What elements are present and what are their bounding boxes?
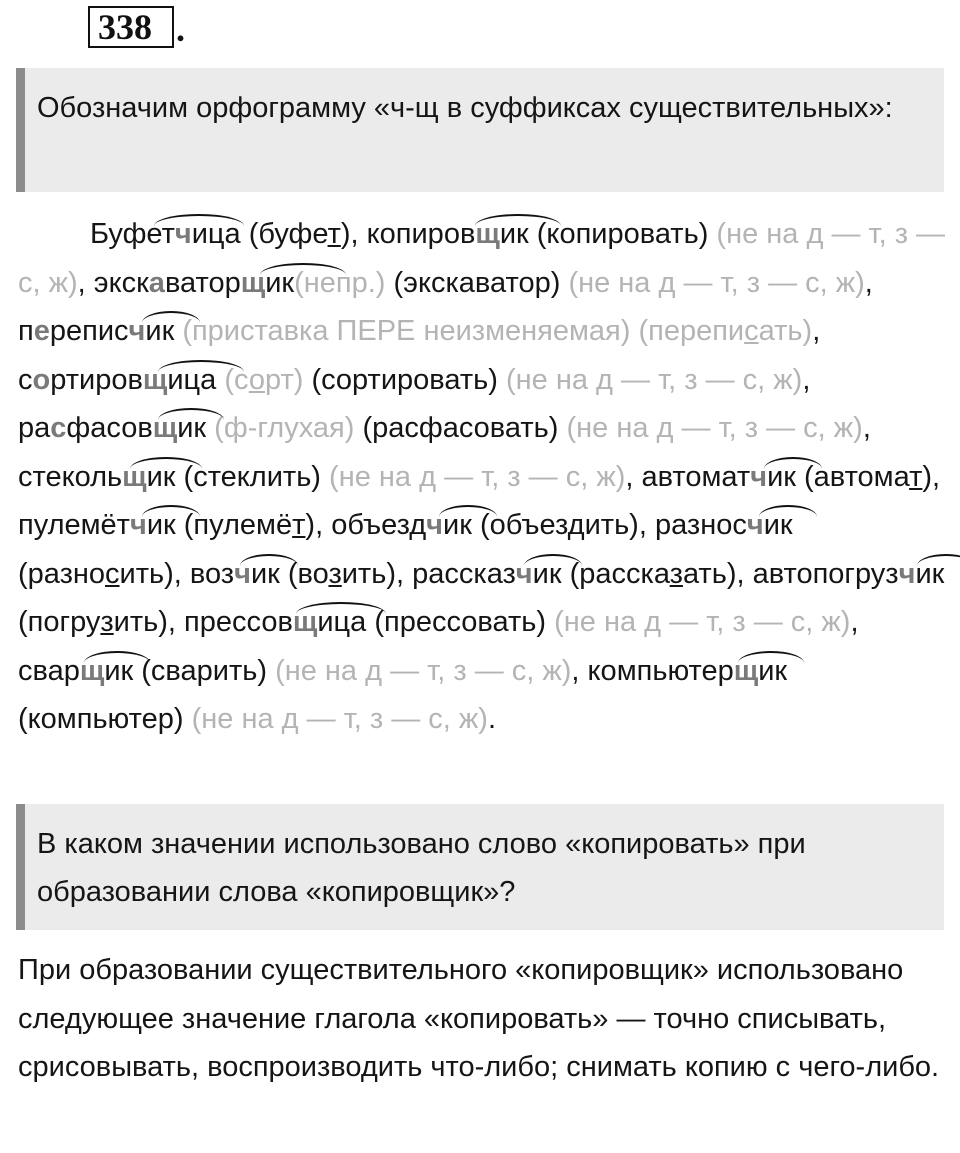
task-box-2 — [16, 804, 944, 930]
word-rasskazchik: рассказчик — [412, 558, 561, 590]
word-rasfasovshchik: расфасовщик — [18, 412, 206, 444]
exercise-number-dot: . — [176, 9, 185, 49]
word-ekskavatorshchik: экскаваторщик — [94, 267, 294, 299]
word-pulemyotchik: пулемётчик — [18, 509, 176, 541]
solution-text — [18, 210, 950, 744]
word-raznoschik: разносчик — [655, 509, 793, 541]
word-stekolshchik: стекольщик — [18, 461, 175, 493]
word-perepischik: переписчик — [18, 315, 174, 347]
solution-paragraph: Буфетчица (буфет), копировщик (копировать) (не на д — т, з — с, ж), экскаваторщик (непр.) (экскаватор) (не на д — т, з — с, ж), переписчик (приставка ПЕРЕ неизменяемая) (переписать), сортировщица (сорт) (сортировать) (не на д — т, з — с, ж), расфасовщик (ф-глухая) (расфасовать) (не на д — т, з — с, ж), стекольщик (стеклить) (не на д — т, з — с, ж), автоматчик (автомат), пулемётчик (пулемёт), объездчик (объездить), разносчик (разносить), возчик (возить), рассказчик (рассказать), автопогрузчик (погрузить), прессовщица (прессовать) (не на д — т, з — с, ж), сварщик (сварить) (не на д — т, з — с, ж), компьютерщик (компьютер) (не на д — т, з — с, ж). — [18, 210, 950, 744]
word-sortirovshchitsa: сортировщица — [18, 364, 216, 396]
word-pressovshchitsa: прессовщица — [184, 606, 366, 638]
exercise-number: 338 — [88, 6, 174, 48]
word-bufetchitsa: Буфетчица — [90, 218, 241, 250]
word-avtomatchik: автоматчик — [642, 461, 796, 493]
word-obezdchik: объездчик — [331, 509, 472, 541]
word-vozchik: возчик — [190, 558, 280, 590]
task-box-1 — [16, 68, 944, 192]
word-avtopogruzchik: автопогрузчик — [753, 558, 945, 590]
word-svarshchik: сварщик — [18, 655, 133, 687]
task-text-1: Обозначим орфограмму «ч-щ в суффиксах существительных»: — [37, 92, 893, 124]
task-text-2: В каком значении использовано слово «копировать» при образовании слова «копировщик»? — [37, 828, 806, 908]
word-kompyutershchik: компьютерщик — [588, 655, 788, 687]
answer-text: При образовании существительного «копировщик» использовано следующее значение глагола «копировать» — точно списывать, срисовывать, воспроизводить что-либо; снимать копию с чего-либо. — [18, 954, 940, 1083]
word-kopirovshchik: копировщик — [367, 218, 529, 250]
